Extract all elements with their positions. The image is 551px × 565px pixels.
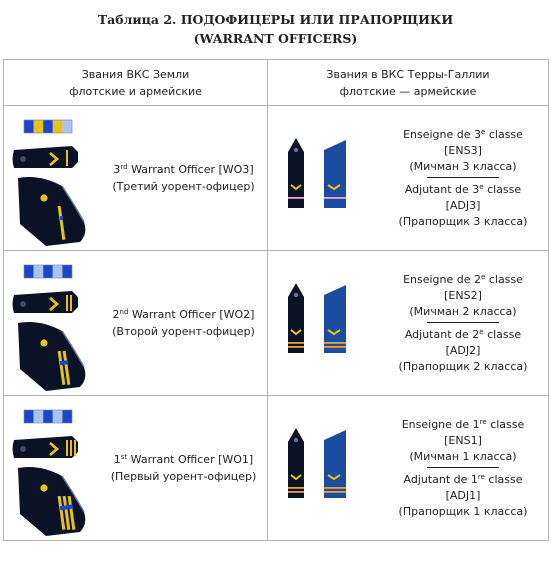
fleet-shoulder-board [288,138,304,208]
army-shoulder-board [324,140,346,208]
header-earth-line-2: флотские и армейские [69,84,202,98]
rank-row [4,106,549,251]
header-terra-gallia [268,60,549,106]
header-earth [4,60,268,106]
rank-row [4,251,549,396]
shoulder-boards-image [274,396,384,540]
enseigne-ru: (Мичман 2 класса) [409,304,517,318]
army-shoulder-board [324,285,346,353]
warrant-officer-title: 1st Warrant Officer [WO1] [113,453,254,466]
header-row [4,60,549,106]
fleet-shoulder-board [288,428,304,498]
warrant-officer-title: 3rd Warrant Officer [WO3] [113,163,254,176]
enseigne-code: [ENS1] [444,433,482,447]
table-title [0,10,551,48]
separator-line [427,322,499,323]
fleet-shoulder-board [288,283,304,353]
title-line-1: Таблица 2. ПОДОФИЦЕРЫ ИЛИ ПРАПОРЩИКИ [97,12,454,27]
enseigne-title: Enseigne de 2e classe [403,272,523,286]
enseigne-ru: (Мичман 1 класса) [409,449,517,463]
earth-rank-cell [4,396,268,541]
adjutant-code: [ADJ1] [445,488,481,502]
ribbon-bar [24,120,72,133]
enseigne-title: Enseigne de 3e classe [403,127,523,141]
header-terra-line-1: Звания в ВКС Терры-Галлии [326,67,490,81]
header-earth-line-1: Звания ВКС Земли [81,67,190,81]
header-terra-line-2: флотские — армейские [339,84,477,98]
rank-row [4,396,549,541]
title-line-2: (WARRANT OFFICERS) [193,31,358,46]
shoulder-board [13,291,79,313]
ribbon-bar [24,265,72,278]
adjutant-code: [ADJ2] [445,343,481,357]
earth-insignia-image [10,106,102,250]
adjutant-ru: (Прапорщик 1 класса) [398,504,528,518]
terra-rank-cell [268,106,549,251]
warrant-officer-ru: (Первый уорент-офицер) [110,470,257,483]
enseigne-code: [ENS3] [444,143,482,157]
shoulder-boards-image [274,251,384,395]
earth-rank-cell [4,106,268,251]
terra-rank-cell [268,251,549,396]
sleeve-cuff [18,467,85,536]
warrant-officer-ru: (Второй уорент-офицер) [112,325,255,338]
adjutant-ru: (Прапорщик 2 класса) [398,359,528,373]
shoulder-boards-image [274,106,384,250]
warrant-officer-ru: (Третий уорент-офицер) [112,180,255,193]
separator-line [427,177,499,178]
adjutant-title: Adjutant de 3e classe [404,182,522,196]
warrant-officer-title: 2nd Warrant Officer [WO2] [112,308,255,321]
terra-rank-cell [268,396,549,541]
shoulder-board [13,146,79,168]
enseigne-title: Enseigne de 1re classe [401,417,525,431]
separator-line [427,467,499,468]
adjutant-title: Adjutant de 1re classe [403,472,523,486]
adjutant-ru: (Прапорщик 3 класса) [398,214,528,228]
ranks-table [3,59,549,541]
shoulder-board [13,436,79,458]
adjutant-title: Adjutant de 2e classe [404,327,522,341]
sleeve-cuff [18,322,85,391]
army-shoulder-board [324,430,346,498]
enseigne-code: [ENS2] [444,288,482,302]
ribbon-bar [24,410,72,423]
adjutant-code: [ADJ3] [445,198,481,212]
earth-insignia-image [10,251,102,395]
sleeve-cuff [18,177,85,246]
earth-rank-cell [4,251,268,396]
earth-insignia-image [10,396,102,540]
enseigne-ru: (Мичман 3 класса) [409,159,517,173]
